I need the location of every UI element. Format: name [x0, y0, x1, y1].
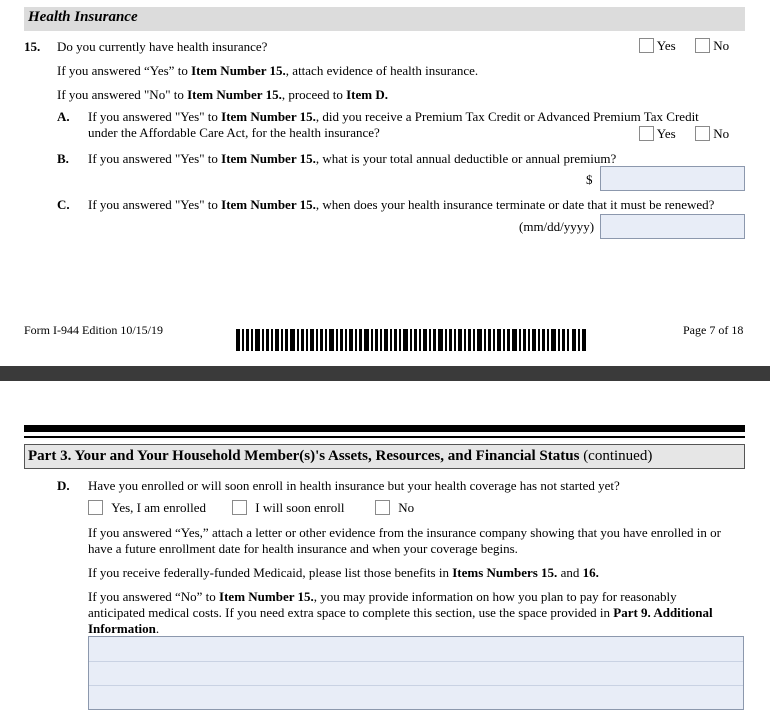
qa-yes-checkbox[interactable]	[639, 126, 654, 141]
qd-enrolled-checkbox[interactable]	[88, 500, 103, 515]
text: , you may provide information on how you plan to pay for reasonably	[313, 589, 677, 604]
medical-costs-textarea[interactable]	[88, 636, 744, 710]
item-ref: Item Number 15.	[219, 589, 314, 604]
item-letter-b: B.	[57, 151, 69, 166]
q15-yes-checkbox[interactable]	[639, 38, 654, 53]
qa-no-checkbox[interactable]	[695, 126, 710, 141]
question-15: Do you currently have health insurance?	[57, 39, 268, 54]
text: .	[155, 621, 160, 636]
item-letter-a: A.	[57, 109, 70, 124]
item-ref: 16.	[582, 565, 599, 580]
qa-no-option[interactable]	[695, 126, 729, 142]
text: , proceed to	[281, 87, 347, 102]
q15-instruction-yes	[57, 63, 478, 79]
qd-soon-option[interactable]	[232, 500, 344, 516]
qd-no-checkbox[interactable]	[375, 500, 390, 515]
item-ref: Item D.	[346, 87, 388, 102]
question-c	[88, 197, 714, 213]
question-a-line2: under the Affordable Care Act, for the health insurance?	[88, 125, 380, 140]
text: If you receive federally-funded Medicaid, please list those benefits in	[88, 565, 453, 580]
textarea-line	[89, 685, 743, 686]
part-title-continued: (continued)	[579, 448, 653, 464]
page-gap	[0, 381, 770, 395]
q15-yes-label: Yes	[656, 38, 676, 53]
qd-no-label: No	[398, 500, 415, 515]
qd-soon-checkbox[interactable]	[232, 500, 247, 515]
textarea-line	[89, 661, 743, 662]
qd-enrolled-option[interactable]	[88, 500, 206, 516]
part-title	[24, 444, 745, 469]
q15-no-checkbox[interactable]	[695, 38, 710, 53]
text: If you answered "No" to	[57, 87, 188, 102]
text: , did you receive a Premium Tax Credit or Advanced Premium Tax Credit	[315, 109, 699, 124]
qd-paragraph-3-line-1	[88, 589, 677, 605]
text: If you answered "Yes" to	[88, 109, 222, 124]
item-ref: Information	[88, 621, 156, 636]
item-ref: Items Numbers 15.	[452, 565, 558, 580]
header-rule-thick	[24, 425, 745, 432]
text: If you answered “No” to	[88, 589, 220, 604]
qd-no-option[interactable]	[375, 500, 414, 516]
qd-paragraph-3-line-2	[88, 605, 713, 621]
item-letter-d: D.	[57, 478, 70, 493]
header-rule-thin	[24, 436, 745, 438]
page-separator	[0, 366, 770, 381]
item-ref: Item Number 15.	[221, 197, 316, 212]
text: , what is your total annual deductible or annual premium?	[315, 151, 617, 166]
qa-yes-option[interactable]	[639, 126, 676, 142]
form-edition: Form I-944 Edition 10/15/19	[24, 323, 163, 337]
item-ref: Item Number 15.	[187, 87, 282, 102]
qd-enrolled-label: Yes, I am enrolled	[111, 500, 206, 515]
question-d: Have you enrolled or will soon enroll in health insurance but your health coverage has not started yet?	[88, 478, 620, 493]
item-ref: Item Number 15.	[221, 109, 316, 124]
qd-soon-label: I will soon enroll	[255, 500, 345, 515]
text: , when does your health insurance terminate or date that it must be renewed?	[315, 197, 715, 212]
q15-yes-option[interactable]	[639, 38, 676, 54]
qd-paragraph-1-line-2: have a future enrollment date for health insurance and when your coverage begins.	[88, 541, 518, 556]
qd-paragraph-2	[88, 565, 599, 581]
barcode-image	[236, 329, 588, 351]
item-ref: Part 9. Additional	[613, 605, 713, 620]
text: If you answered "Yes" to	[88, 197, 222, 212]
qd-paragraph-3-line-3	[88, 621, 159, 637]
question-b	[88, 151, 616, 167]
text: and	[557, 565, 583, 580]
q15-instruction-no	[57, 87, 388, 103]
part-title-bold: Part 3. Your and Your Household Member(s)'s Assets, Resources, and Financial Status	[28, 448, 580, 464]
item-ref: Item Number 15.	[191, 63, 286, 78]
qa-yes-label: Yes	[656, 126, 676, 141]
currency-symbol: $	[586, 172, 593, 187]
text: anticipated medical costs. If you need extra space to complete this section, use the space provided in	[88, 605, 614, 620]
q15-no-label: No	[713, 38, 730, 53]
item-number: 15.	[24, 39, 41, 54]
renewal-date-input[interactable]	[600, 214, 745, 239]
section-title: Health Insurance	[24, 7, 745, 31]
page-number: Page 7 of 18	[683, 323, 744, 337]
question-a-line1	[88, 109, 699, 125]
deductible-premium-input[interactable]	[600, 166, 745, 191]
qd-paragraph-1-line-1: If you answered “Yes,” attach a letter or other evidence from the insurance company showing that you have enrolled in or	[88, 525, 721, 540]
text: If you answered “Yes” to	[57, 63, 192, 78]
text: If you answered "Yes" to	[88, 151, 222, 166]
q15-no-option[interactable]	[695, 38, 729, 54]
item-letter-c: C.	[57, 197, 70, 212]
date-format-label: (mm/dd/yyyy)	[519, 219, 595, 234]
qa-no-label: No	[713, 126, 730, 141]
text: , attach evidence of health insurance.	[285, 63, 479, 78]
item-ref: Item Number 15.	[221, 151, 316, 166]
